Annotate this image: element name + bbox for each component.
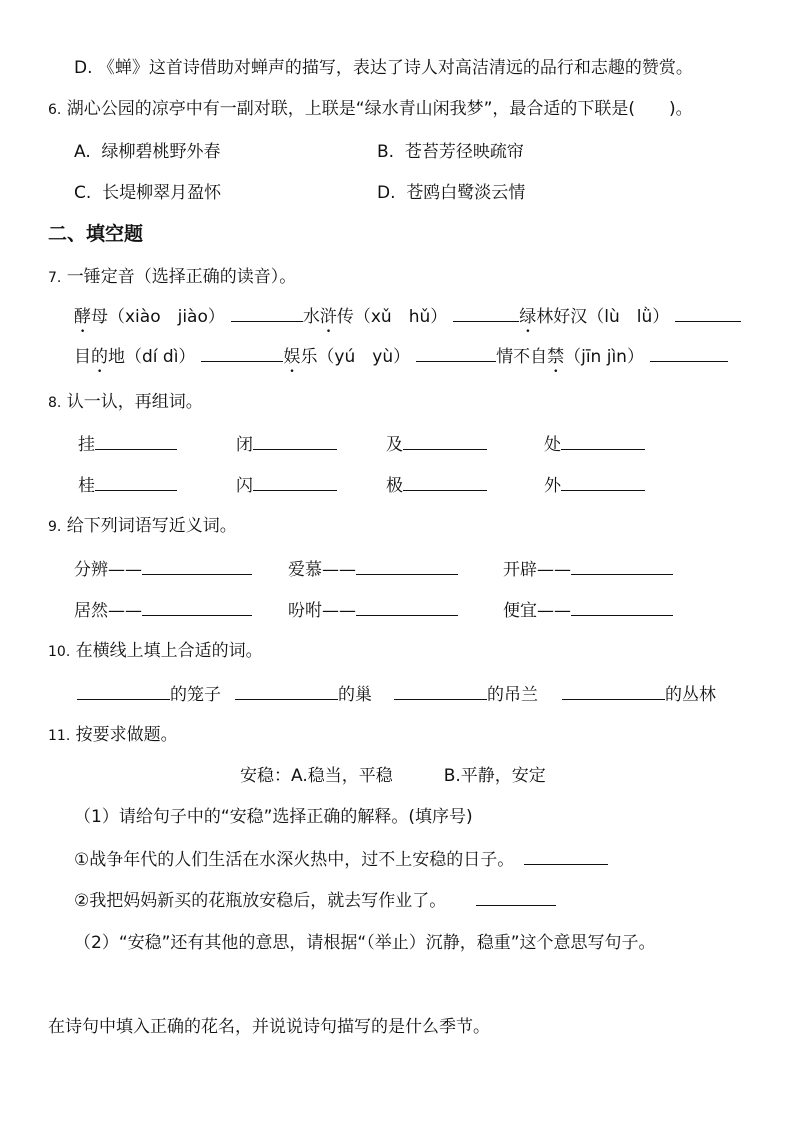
q11-stem-text: 按要求做题。	[75, 725, 178, 745]
q6-option-a-text: 绿柳碧桃野外春	[101, 142, 221, 162]
answer-blank[interactable]	[142, 597, 252, 616]
q11-sentence-1: ①战争年代的人们生活在水深火热中，过不上安稳的日子。	[74, 846, 608, 872]
q8-stem-text: 认一认，再组词。	[66, 392, 203, 412]
answer-blank[interactable]	[356, 597, 458, 616]
q5-option-d: D. 《蝉》这首诗借助对蝉声的描写，表达了诗人对高洁清远的品行和志趣的赞赏。	[74, 58, 693, 78]
q8-item: 及	[386, 431, 487, 457]
q12-stem: 在诗句中填入正确的花名，并说说诗句描写的是什么季节。	[48, 1017, 490, 1037]
q11-part-2: （2）“安稳”还有其他的意思，请根据“（举止）沉静，稳重”这个意思写句子。	[74, 933, 656, 953]
q10-stem	[48, 639, 263, 664]
q6-option-d-text: 苍鸥白鹭淡云情	[406, 183, 526, 203]
q9-item: 分辨——	[74, 556, 252, 582]
answer-blank[interactable]	[403, 431, 487, 450]
q8-item: 闪	[236, 472, 337, 498]
answer-blank[interactable]	[201, 343, 283, 362]
answer-blank[interactable]	[453, 303, 519, 322]
q10-stem-text: 在横线上填上合适的词。	[75, 641, 263, 661]
q7-item-3: 绿林好汉（lù lǜ）	[519, 307, 670, 327]
answer-blank[interactable]	[476, 887, 556, 906]
answer-blank[interactable]	[571, 597, 673, 616]
q7-item-4: 目的地（dí dì）	[74, 347, 196, 367]
answer-blank[interactable]	[231, 303, 303, 322]
q9-number: 9.	[48, 519, 62, 535]
q8-stem	[48, 390, 203, 415]
answer-blank[interactable]	[95, 472, 177, 491]
q10-item: 的巢	[235, 681, 372, 707]
q6-option-b-label: B.	[377, 142, 395, 162]
q8-item: 挂	[78, 431, 177, 457]
q7-item-1: 酵母（xiào jiào）	[74, 307, 225, 327]
q10-item: 的吊兰	[394, 681, 538, 707]
q6-option-c-label: C.	[74, 183, 92, 203]
q7-number: 7.	[48, 270, 62, 286]
q8-item: 处	[544, 431, 645, 457]
answer-blank[interactable]	[561, 431, 645, 450]
answer-blank[interactable]	[675, 303, 741, 322]
q6-option-c-text: 长堤柳翠月盈怀	[102, 183, 222, 203]
q6-option-b-text: 苍苔芳径映疏帘	[404, 142, 524, 162]
section-title-fill-blank: 二、填空题	[48, 223, 144, 245]
q10-item: 的丛林	[562, 681, 716, 707]
q8-item: 桂	[78, 472, 177, 498]
answer-blank[interactable]	[253, 431, 337, 450]
answer-blank[interactable]	[394, 681, 487, 700]
answer-blank[interactable]	[416, 343, 496, 362]
q7-row-2	[74, 343, 728, 377]
answer-blank[interactable]	[403, 472, 487, 491]
q11-definition: 安稳：A.稳当，平稳 B.平静，安定	[240, 766, 546, 786]
q8-item: 极	[386, 472, 487, 498]
q6-stem-text: 湖心公园的凉亭中有一副对联，上联是“绿水青山闲我梦”，最合适的下联是( )。	[66, 99, 693, 119]
answer-blank[interactable]	[95, 431, 177, 450]
q6-option-b[interactable]	[377, 140, 524, 164]
q6-option-d-label: D.	[377, 183, 396, 203]
q10-item: 的笼子	[77, 681, 221, 707]
answer-blank[interactable]	[571, 556, 673, 575]
q11-part-1: （1）请给句子中的“安稳”选择正确的解释。(填序号)	[74, 807, 473, 827]
q7-stem-text: 一锤定音（选择正确的读音）。	[66, 267, 297, 287]
q9-item: 便宜——	[503, 597, 673, 623]
answer-blank[interactable]	[524, 846, 608, 865]
q11-number: 11.	[48, 728, 71, 744]
q9-item: 爱慕——	[288, 556, 458, 582]
q9-item: 居然——	[74, 597, 252, 623]
q6-option-a-label: A.	[74, 142, 91, 162]
q6-stem	[48, 97, 693, 122]
answer-blank[interactable]	[77, 681, 170, 700]
answer-blank[interactable]	[253, 472, 337, 491]
answer-blank[interactable]	[356, 556, 458, 575]
q7-item-5: 娱乐（yú yù）	[283, 347, 411, 367]
q8-item: 闭	[236, 431, 337, 457]
q6-option-a[interactable]	[74, 140, 221, 164]
q7-row-1	[74, 303, 741, 337]
q7-item-2: 水浒传（xǔ hǔ）	[302, 307, 448, 327]
q9-item: 开辟——	[503, 556, 673, 582]
answer-blank[interactable]	[650, 343, 728, 362]
q11-sentence-2: ②我把妈妈新买的花瓶放安稳后，就去写作业了。	[74, 887, 556, 913]
q9-item: 吩咐——	[288, 597, 458, 623]
q7-item-6: 情不自禁（jīn jìn）	[496, 347, 644, 367]
answer-blank[interactable]	[142, 556, 252, 575]
q8-item: 外	[544, 472, 645, 498]
answer-blank[interactable]	[561, 472, 645, 491]
q10-number: 10.	[48, 644, 71, 660]
q8-number: 8.	[48, 395, 62, 411]
q7-stem	[48, 265, 296, 290]
q11-stem	[48, 723, 178, 748]
q9-stem	[48, 514, 237, 539]
q6-option-c[interactable]	[74, 181, 221, 205]
q9-stem-text: 给下列词语写近义词。	[66, 516, 237, 536]
answer-blank[interactable]	[235, 681, 338, 700]
q6-number: 6.	[48, 102, 62, 118]
answer-blank[interactable]	[562, 681, 665, 700]
q6-option-d[interactable]	[377, 181, 525, 205]
